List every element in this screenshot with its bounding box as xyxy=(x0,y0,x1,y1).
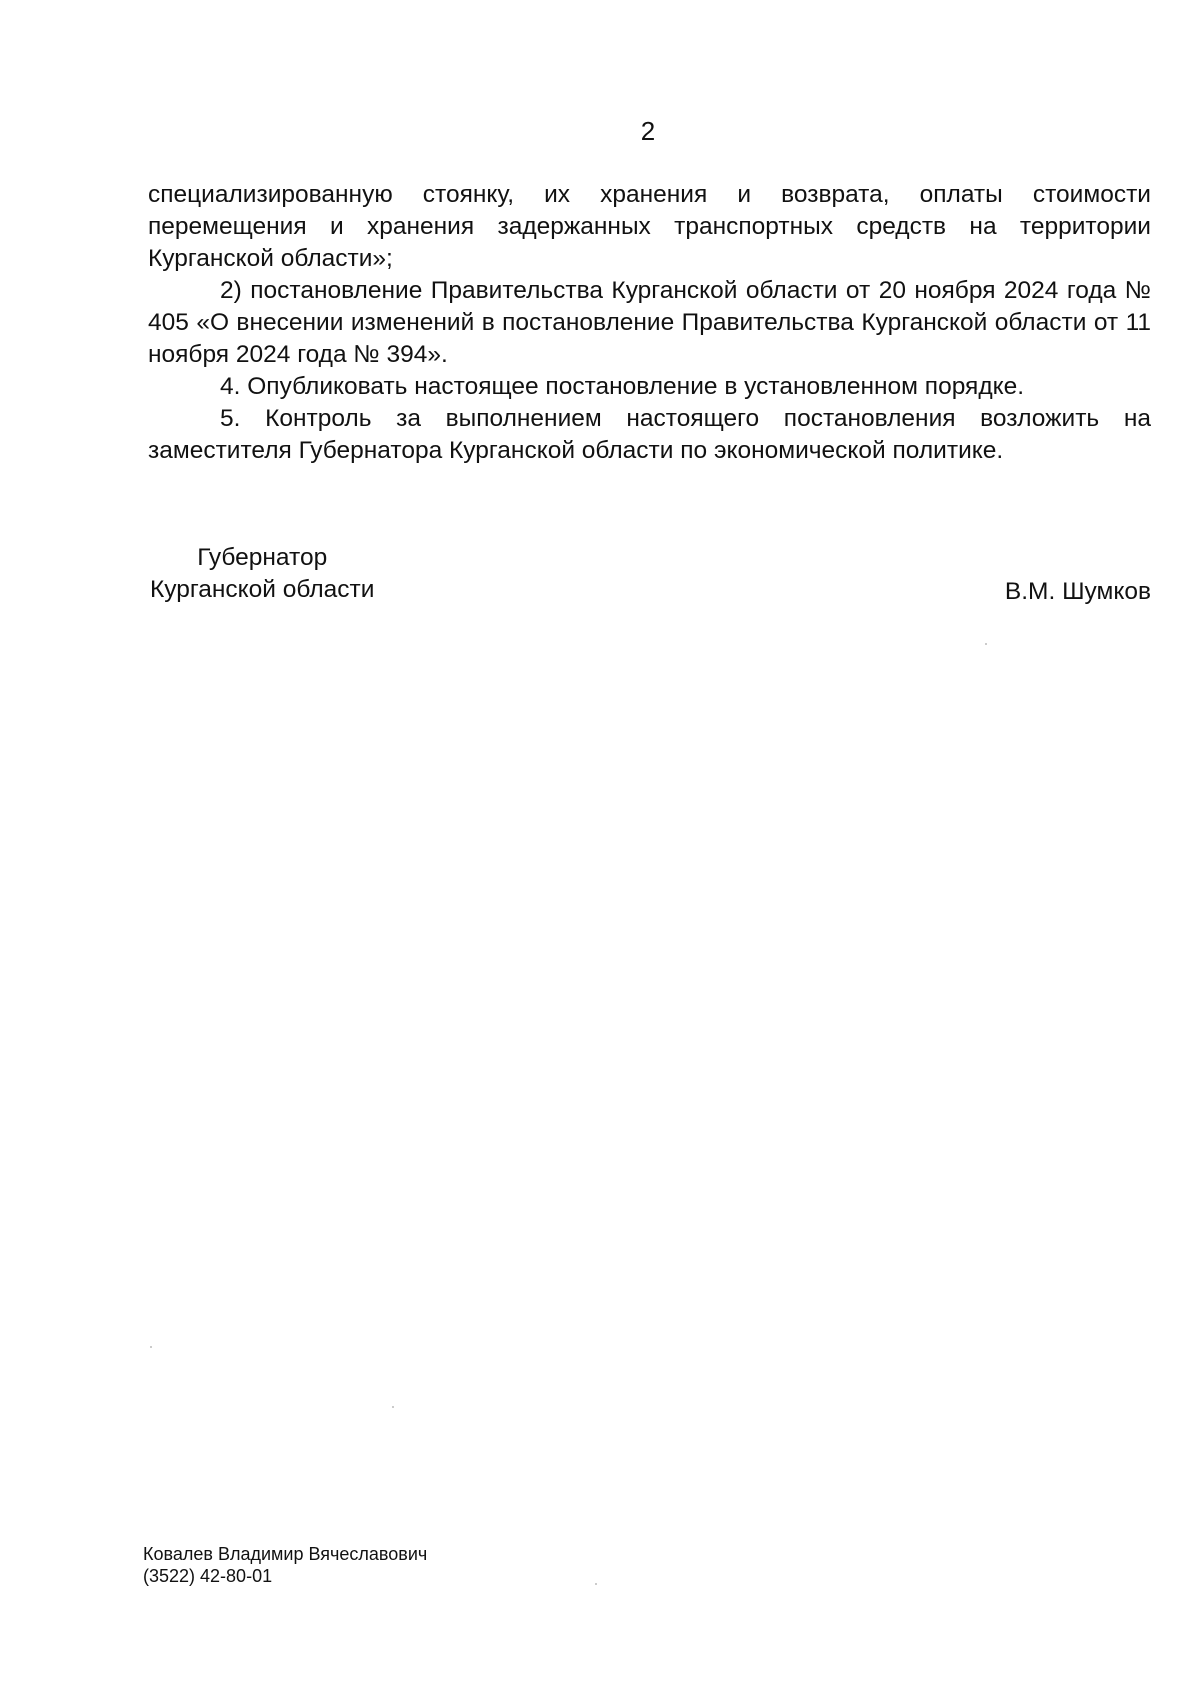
scan-speck xyxy=(150,1346,152,1348)
scan-speck xyxy=(392,1406,394,1408)
executor-name: Ковалев Владимир Вячеславович xyxy=(143,1544,428,1564)
signatory-title-line-1: Губернатор xyxy=(197,544,328,571)
paragraph-item-5: 5. Контроль за выполнением настоящего постановления возложить на заместителя Губернатора Курганской области по экономической политике. xyxy=(148,405,1151,464)
executor-phone: (3522) 42-80-01 xyxy=(143,1566,273,1586)
signatory-title xyxy=(150,542,374,606)
signature-block xyxy=(148,542,1151,622)
signatory-title-line-2: Курганской области xyxy=(150,576,375,603)
document-body xyxy=(148,179,1151,467)
signatory-name: В.М. Шумков xyxy=(1004,578,1151,605)
executor-info xyxy=(143,1543,427,1587)
paragraph-item-4: 4. Опубликовать настоящее постановление в установленном порядке. xyxy=(220,373,1025,400)
paragraph-item-2: 2) постановление Правительства Курганской области от 20 ноября 2024 года № 405 «О внесении изменений в постановление Правительства Курганской области от 11 ноября 2024 года № 394». xyxy=(148,277,1151,368)
page-number: 2 xyxy=(640,116,656,146)
scan-speck xyxy=(985,643,987,645)
scan-speck xyxy=(595,1583,597,1585)
paragraph-continuation: специализированную стоянку, их хранения и возврата, оплаты стоимости перемещения и хранения задержанных транспортных средств на территории Курганской области»; xyxy=(148,181,1151,272)
